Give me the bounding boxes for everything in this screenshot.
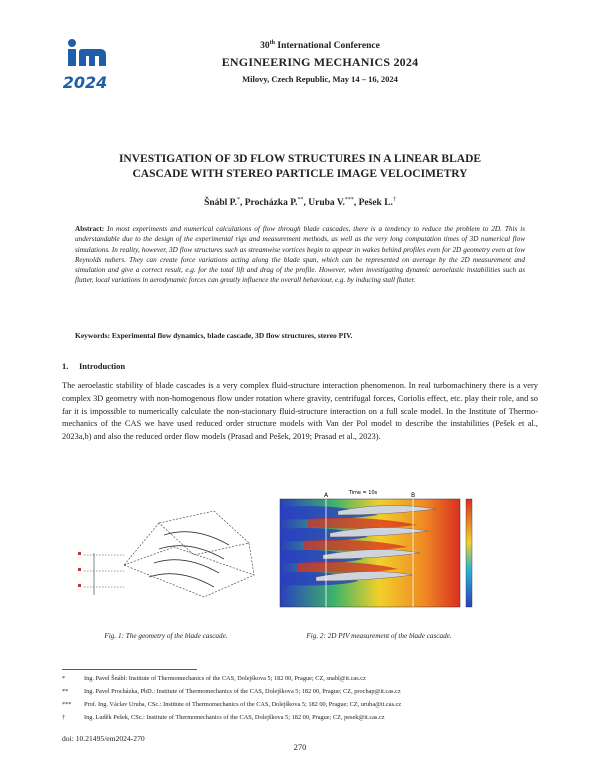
figure-2-piv-plot [268, 485, 490, 623]
footnote [62, 674, 538, 683]
author-list: Šnábl P.*, Procházka P.**, Uruba V.***, Pešek L.† [204, 197, 396, 209]
footnote-text: Ing. Pavel Procházka, PhD.: Institute of Thermomechanics of the CAS, Dolejškova 5; 182 00, Prague; CZ, prochap@it.cas.cz [84, 688, 401, 695]
author-name: Uruba V. [308, 198, 345, 209]
conference-location-dates: Milovy, Czech Republic, May 14 – 16, 2024 [242, 74, 398, 84]
conference-name: ENGINEERING MECHANICS 2024 [221, 55, 419, 69]
plot-title: Time = 10s [348, 490, 378, 496]
abstract-text: In most experiments and numerical calculations of flow through blade cascades, there is a tendency to reduce the problem to 2D. This is understandable due to the design of the experimental rigs and measurement methods, as well as the very long computation times of 3D numerical flow simulations. In reality, however, 3D flow structures such as streamwise vortices begin to appear in wakes behind profiles even for 2D geometry even at low Reynolds nubers. They can create force variations acting along the blade span, which can be represented on average by the 2D measurement and simulation and give a correct result, e.g. for the total lift and drag of the profile. However, when investigating dynamic aeroelastic instabilities such as flutter, local variations in aerodynamic forces can greatly influence the overall behaviour, e.g. by inducing stall flutter. [75, 225, 526, 285]
footnote-text: Prof. Ing. Václav Uruba, CSc.: Institute of Thermomechanics of the CAS, Dolejškova 5; 182 00, Prague; CZ, uruba@it.cas.cz [84, 701, 402, 708]
line-label-a: A [324, 492, 329, 499]
footnote-mark: *** [62, 701, 72, 708]
footnote-text: Ing. Pavel Šnábl: Institute of Thermomechanics of the CAS, Dolejškova 5; 182 00, Prague; CZ, snabl@it.cas.cz [84, 675, 366, 682]
svg-text:2024: 2024 [62, 73, 108, 92]
author-mark: *** [344, 197, 354, 203]
footnote-mark: † [62, 714, 66, 721]
figure-1-geometry [64, 505, 269, 615]
conference-number-suffix: th [269, 40, 275, 46]
footnote-mark: ** [62, 688, 69, 695]
paper-title [60, 152, 540, 182]
footnote-text: Ing. Luděk Pešek, CSc.: Institute of Thermomechanics of the CAS, Dolejškova 5; 182 00, Prague; CZ, pesek@it.cas.cz [84, 714, 385, 721]
page-number: 270 [293, 742, 307, 752]
colorbar [466, 499, 472, 607]
intro-paragraph: The aeroelastic stability of blade cascades is a very complex fluid-structure interaction phenomenon. In real turbomachinery there is a very complex 3D geometry with non-homogenous flow under rotation where gravity, centrifugal forces, Coriolis effect, etc. play their role, and so far it is impossible to numerically calculate the non-stacionary fluid-structure interaction on a full scale model. In the Institute of Thermo-mechanics of the CAS we have used reduced order structure models with Van der Pol model to describe the instabilities (Pešek et al., 2023a,b) and also the reduced order flow models (Prasad and Pešek, 2019; Prasad et al., 2023). [62, 381, 538, 442]
section-heading: 1. Introduction [62, 361, 126, 371]
footnote [62, 687, 538, 696]
abstract-label: Abstract: [75, 225, 105, 233]
author-mark: ** [297, 197, 304, 203]
conference-logo [62, 38, 108, 94]
footnote [62, 700, 538, 709]
title-line-2: CASCADE WITH STEREO PARTICLE IMAGE VELOCIMETRY [132, 168, 468, 180]
footnote-rule [62, 669, 197, 670]
conference-number-line [150, 40, 490, 51]
line-label-b: B [411, 492, 416, 499]
title-line-1: INVESTIGATION OF 3D FLOW STRUCTURES IN A LINEAR BLADE [118, 153, 482, 165]
figure-1-caption: Fig. 1: The geometry of the blade cascade. [104, 632, 228, 640]
abstract [75, 224, 525, 286]
doi: doi: 10.21495/em2024-270 [62, 734, 145, 743]
footnote [62, 713, 538, 722]
author-name: Pešek L. [358, 198, 393, 209]
conference-number: 30 [260, 41, 270, 52]
author-mark: * [236, 197, 240, 203]
author-name: Procházka P. [244, 198, 298, 209]
keywords-text: Experimental flow dynamics, blade cascade, 3D flow structures, stereo PIV. [111, 331, 353, 340]
conference-line-rest: International Conference [275, 41, 380, 52]
keywords [75, 331, 525, 340]
author-mark: † [392, 197, 396, 203]
figure-2-caption: Fig. 2: 2D PIV measurement of the blade cascade. [306, 632, 452, 640]
author-name: Šnábl P. [204, 198, 237, 209]
keywords-label: Keywords: [75, 331, 110, 340]
footnote-mark: * [62, 675, 66, 682]
